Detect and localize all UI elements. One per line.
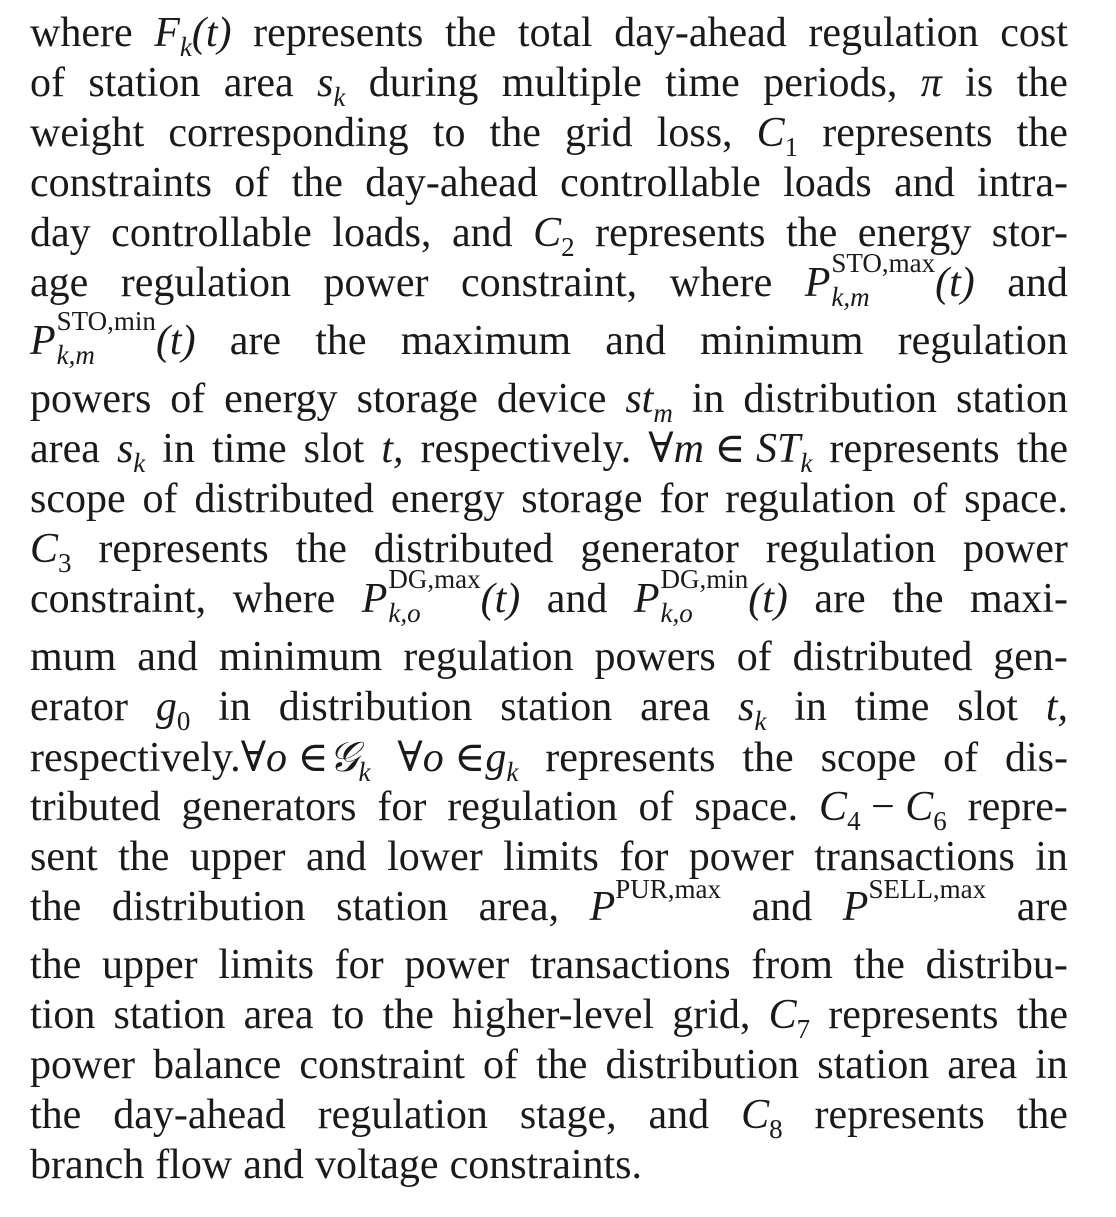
word: of: [170, 376, 206, 422]
text-line: [30, 994, 1068, 1044]
word: power: [962, 526, 1068, 572]
math-C7: C 7: [768, 992, 811, 1044]
word: slot: [303, 426, 365, 472]
text-line: [30, 636, 1068, 686]
word: the: [742, 735, 794, 781]
word: erator: [30, 684, 128, 730]
word: in: [794, 684, 827, 730]
word: where: [232, 576, 336, 622]
word: storage: [521, 476, 643, 522]
word: and: [648, 1092, 710, 1138]
word: generator: [580, 526, 739, 572]
word: the: [30, 884, 82, 930]
word: branch: [30, 1142, 145, 1188]
word: represents: [253, 10, 424, 56]
word: in: [162, 426, 195, 472]
word: in: [1035, 834, 1068, 880]
word: the: [536, 1042, 588, 1088]
word: transactions: [814, 834, 1015, 880]
word: time: [665, 60, 740, 106]
text-line: [30, 1094, 1068, 1144]
word: in: [691, 376, 725, 422]
word: multiple: [501, 60, 642, 106]
word: power: [323, 260, 429, 306]
word: constraints.: [449, 1142, 643, 1188]
word: intra-: [977, 160, 1068, 206]
word: the: [1016, 426, 1068, 472]
word: flow: [155, 1142, 233, 1188]
word: distribution: [605, 1042, 800, 1088]
math-F-k-t: F k (t): [154, 10, 232, 62]
word: regulation: [808, 10, 979, 56]
text-line: [30, 62, 1068, 112]
word: constraint: [299, 1042, 465, 1088]
word: for: [334, 942, 384, 988]
word: for: [377, 784, 427, 830]
word: and: [305, 834, 367, 880]
word: the: [1016, 110, 1068, 156]
word: voltage: [314, 1142, 439, 1188]
word: distributed: [194, 476, 374, 522]
word: loss,: [656, 110, 733, 156]
word: slot: [957, 684, 1018, 730]
word: space.: [964, 476, 1068, 522]
word: the: [315, 318, 367, 364]
word: upper: [189, 834, 286, 880]
word: is: [965, 60, 994, 106]
word: scope: [30, 476, 126, 522]
word: during: [368, 60, 479, 106]
text-line: [30, 686, 1068, 736]
word: station: [113, 992, 226, 1038]
word: storage: [356, 376, 478, 422]
word: the: [1016, 60, 1068, 106]
word: loads,: [332, 210, 432, 256]
text-line: [30, 944, 1068, 994]
word: area: [223, 60, 294, 106]
word: distribution: [278, 684, 473, 730]
word: day-ahead: [113, 1092, 286, 1138]
math-P-pur-max: P PUR,max: [589, 874, 722, 930]
text-line: [30, 12, 1068, 62]
math-pi: π: [920, 60, 942, 106]
word: area: [30, 426, 100, 472]
math-s-k: s k: [116, 426, 146, 478]
text-line: [30, 786, 1068, 836]
word: and: [1007, 260, 1068, 306]
word: energy: [224, 376, 338, 422]
word: regulation: [725, 476, 896, 522]
word: of: [638, 784, 674, 830]
word: the: [382, 992, 434, 1038]
math-s-k: s k: [317, 60, 346, 112]
word: station: [336, 884, 449, 930]
word: station: [88, 60, 201, 106]
word: periods,: [763, 60, 898, 106]
word: day-ahead: [614, 10, 787, 56]
word: balance: [153, 1042, 282, 1088]
word: regulation: [120, 260, 292, 306]
word: represents: [822, 110, 993, 156]
word: are: [229, 318, 282, 364]
word: the: [445, 10, 497, 56]
word: loads: [783, 160, 872, 206]
word: the: [291, 160, 343, 206]
word: repre-: [967, 784, 1068, 830]
word: maximum: [400, 318, 572, 364]
word: and: [605, 318, 666, 364]
word: station: [955, 376, 1068, 422]
math-C2: C 2: [533, 210, 575, 262]
word: of: [30, 60, 65, 106]
text-line: [30, 428, 1068, 478]
word: of: [912, 476, 948, 522]
word: distributed: [792, 634, 973, 680]
math-P-sto-max: P STO,max k,m (t): [804, 248, 975, 312]
word: represents: [98, 526, 269, 572]
word: stor-: [991, 210, 1068, 256]
word: upper: [101, 942, 198, 988]
word: are: [814, 576, 866, 622]
word: the: [785, 210, 838, 256]
word: space.: [694, 784, 799, 830]
word: respectively.: [420, 426, 632, 472]
math-C4-C6: C 4 − C 6: [819, 784, 947, 836]
word: device: [496, 376, 607, 422]
word: distribu-: [925, 942, 1068, 988]
word: and: [451, 210, 513, 256]
word: regulation: [447, 784, 618, 830]
math-C3: C 3: [30, 526, 72, 578]
word: regulation: [317, 1092, 488, 1138]
word: for: [659, 476, 709, 522]
word: mum: [30, 634, 117, 680]
word: the: [30, 942, 82, 988]
text-line: [30, 306, 1068, 378]
word: and: [751, 884, 813, 930]
word: maxi-: [969, 576, 1068, 622]
text-line: [30, 564, 1068, 636]
word: gen-: [993, 634, 1068, 680]
math-t: t,: [381, 426, 404, 472]
word: regulation: [765, 526, 937, 572]
word: total: [517, 10, 593, 56]
word: area,: [478, 884, 560, 930]
math-C1: C 1: [756, 110, 799, 162]
word: represents: [828, 992, 999, 1038]
word: where: [30, 10, 133, 56]
word: grid: [564, 110, 633, 156]
word: corresponding: [168, 110, 409, 156]
word: controllable: [560, 160, 761, 206]
word: of: [142, 476, 178, 522]
word: station: [817, 1042, 930, 1088]
math-g0: g 0: [155, 684, 191, 736]
word: and: [243, 1142, 304, 1188]
word: and: [546, 576, 608, 622]
text-line: [30, 874, 1068, 944]
word: constraints: [30, 160, 212, 206]
word: are: [1016, 884, 1068, 930]
word: cost: [1000, 10, 1068, 56]
word: represents: [814, 1092, 985, 1138]
word: weight: [30, 110, 145, 156]
word: regulation: [897, 318, 1068, 364]
word: grid,: [672, 992, 751, 1038]
word: minimum: [218, 634, 383, 680]
word: power: [30, 1042, 135, 1088]
word: in: [1035, 1042, 1068, 1088]
text-line: [30, 528, 1068, 578]
math-P-dg-max: P DG,max k,o (t): [361, 564, 521, 628]
text-line: [30, 1044, 1068, 1094]
word: transactions: [529, 942, 731, 988]
word: the: [295, 526, 347, 572]
word: power: [404, 942, 510, 988]
word: power: [688, 834, 794, 880]
math-st-m: st m: [625, 376, 673, 428]
word: day: [30, 210, 91, 256]
word: powers: [594, 634, 716, 680]
text-line: [30, 162, 1068, 212]
word: generators: [181, 784, 357, 830]
word: time: [854, 684, 930, 730]
word: of: [483, 1042, 519, 1088]
word: where: [669, 260, 773, 306]
word: powers: [30, 376, 152, 422]
word: higher-level: [452, 992, 655, 1038]
word: area: [640, 684, 711, 730]
word: the: [892, 576, 944, 622]
text-line: [30, 732, 1068, 787]
text-line: [30, 1144, 1068, 1194]
word: area: [243, 992, 314, 1038]
word: of: [234, 160, 270, 206]
text-line: [30, 378, 1068, 428]
word: represents: [829, 426, 1000, 472]
word: from: [751, 942, 833, 988]
math-s-k: s k: [737, 684, 767, 736]
word: the: [30, 1092, 82, 1138]
word: limits: [218, 942, 314, 988]
word: controllable: [111, 210, 312, 256]
word: distribution: [111, 884, 306, 930]
word: and: [894, 160, 955, 206]
word: tion: [30, 992, 96, 1038]
word: limits: [503, 834, 599, 880]
word: station: [500, 684, 613, 730]
word: area: [947, 1042, 1018, 1088]
word: scope: [820, 735, 917, 781]
math-t: t,: [1045, 684, 1068, 730]
word: age: [30, 260, 89, 306]
word: energy: [857, 210, 972, 256]
word: day-ahead: [365, 160, 538, 206]
word: minimum: [700, 318, 864, 364]
word: the: [853, 942, 905, 988]
word: time: [211, 426, 287, 472]
word: sent: [30, 834, 98, 880]
word: the: [1016, 992, 1068, 1038]
word: the: [118, 834, 170, 880]
math-forall-m-in-STk: ∀m ∈ ST k: [648, 426, 813, 478]
word: and: [137, 634, 198, 680]
math-forall-o-in-g-k: ∀o ∈ g k: [397, 735, 519, 787]
word: represents: [545, 735, 716, 781]
text-line: [30, 248, 1068, 320]
word: tributed: [30, 784, 161, 830]
word: for: [619, 834, 669, 880]
text-line: [30, 478, 1068, 528]
word: of: [736, 634, 772, 680]
math-P-dg-min: P DG,min k,o (t): [633, 564, 788, 628]
word: stage,: [519, 1092, 617, 1138]
text-line: [30, 112, 1068, 162]
math-P-sell-max: P SELL,max: [842, 874, 987, 930]
word: lower: [387, 834, 483, 880]
word: distributed: [373, 526, 554, 572]
word: to: [331, 992, 365, 1038]
word: in: [218, 684, 251, 730]
word: represents: [595, 210, 766, 256]
word: to: [432, 110, 466, 156]
word: energy: [390, 476, 505, 522]
word: distribution: [743, 376, 938, 422]
word: the: [1016, 1092, 1068, 1138]
math-forall-o-in-script-G-k: respectively. ∀o ∈ 𝒢 k: [30, 732, 371, 787]
word: dis-: [1005, 735, 1068, 781]
math-C8: C 8: [741, 1092, 783, 1144]
word: constraint,: [30, 576, 207, 622]
word: the: [489, 110, 541, 156]
word: constraint,: [461, 260, 638, 306]
word: of: [943, 735, 979, 781]
word: regulation: [403, 634, 574, 680]
math-P-sto-min: P STO,min k,m (t): [30, 306, 196, 370]
